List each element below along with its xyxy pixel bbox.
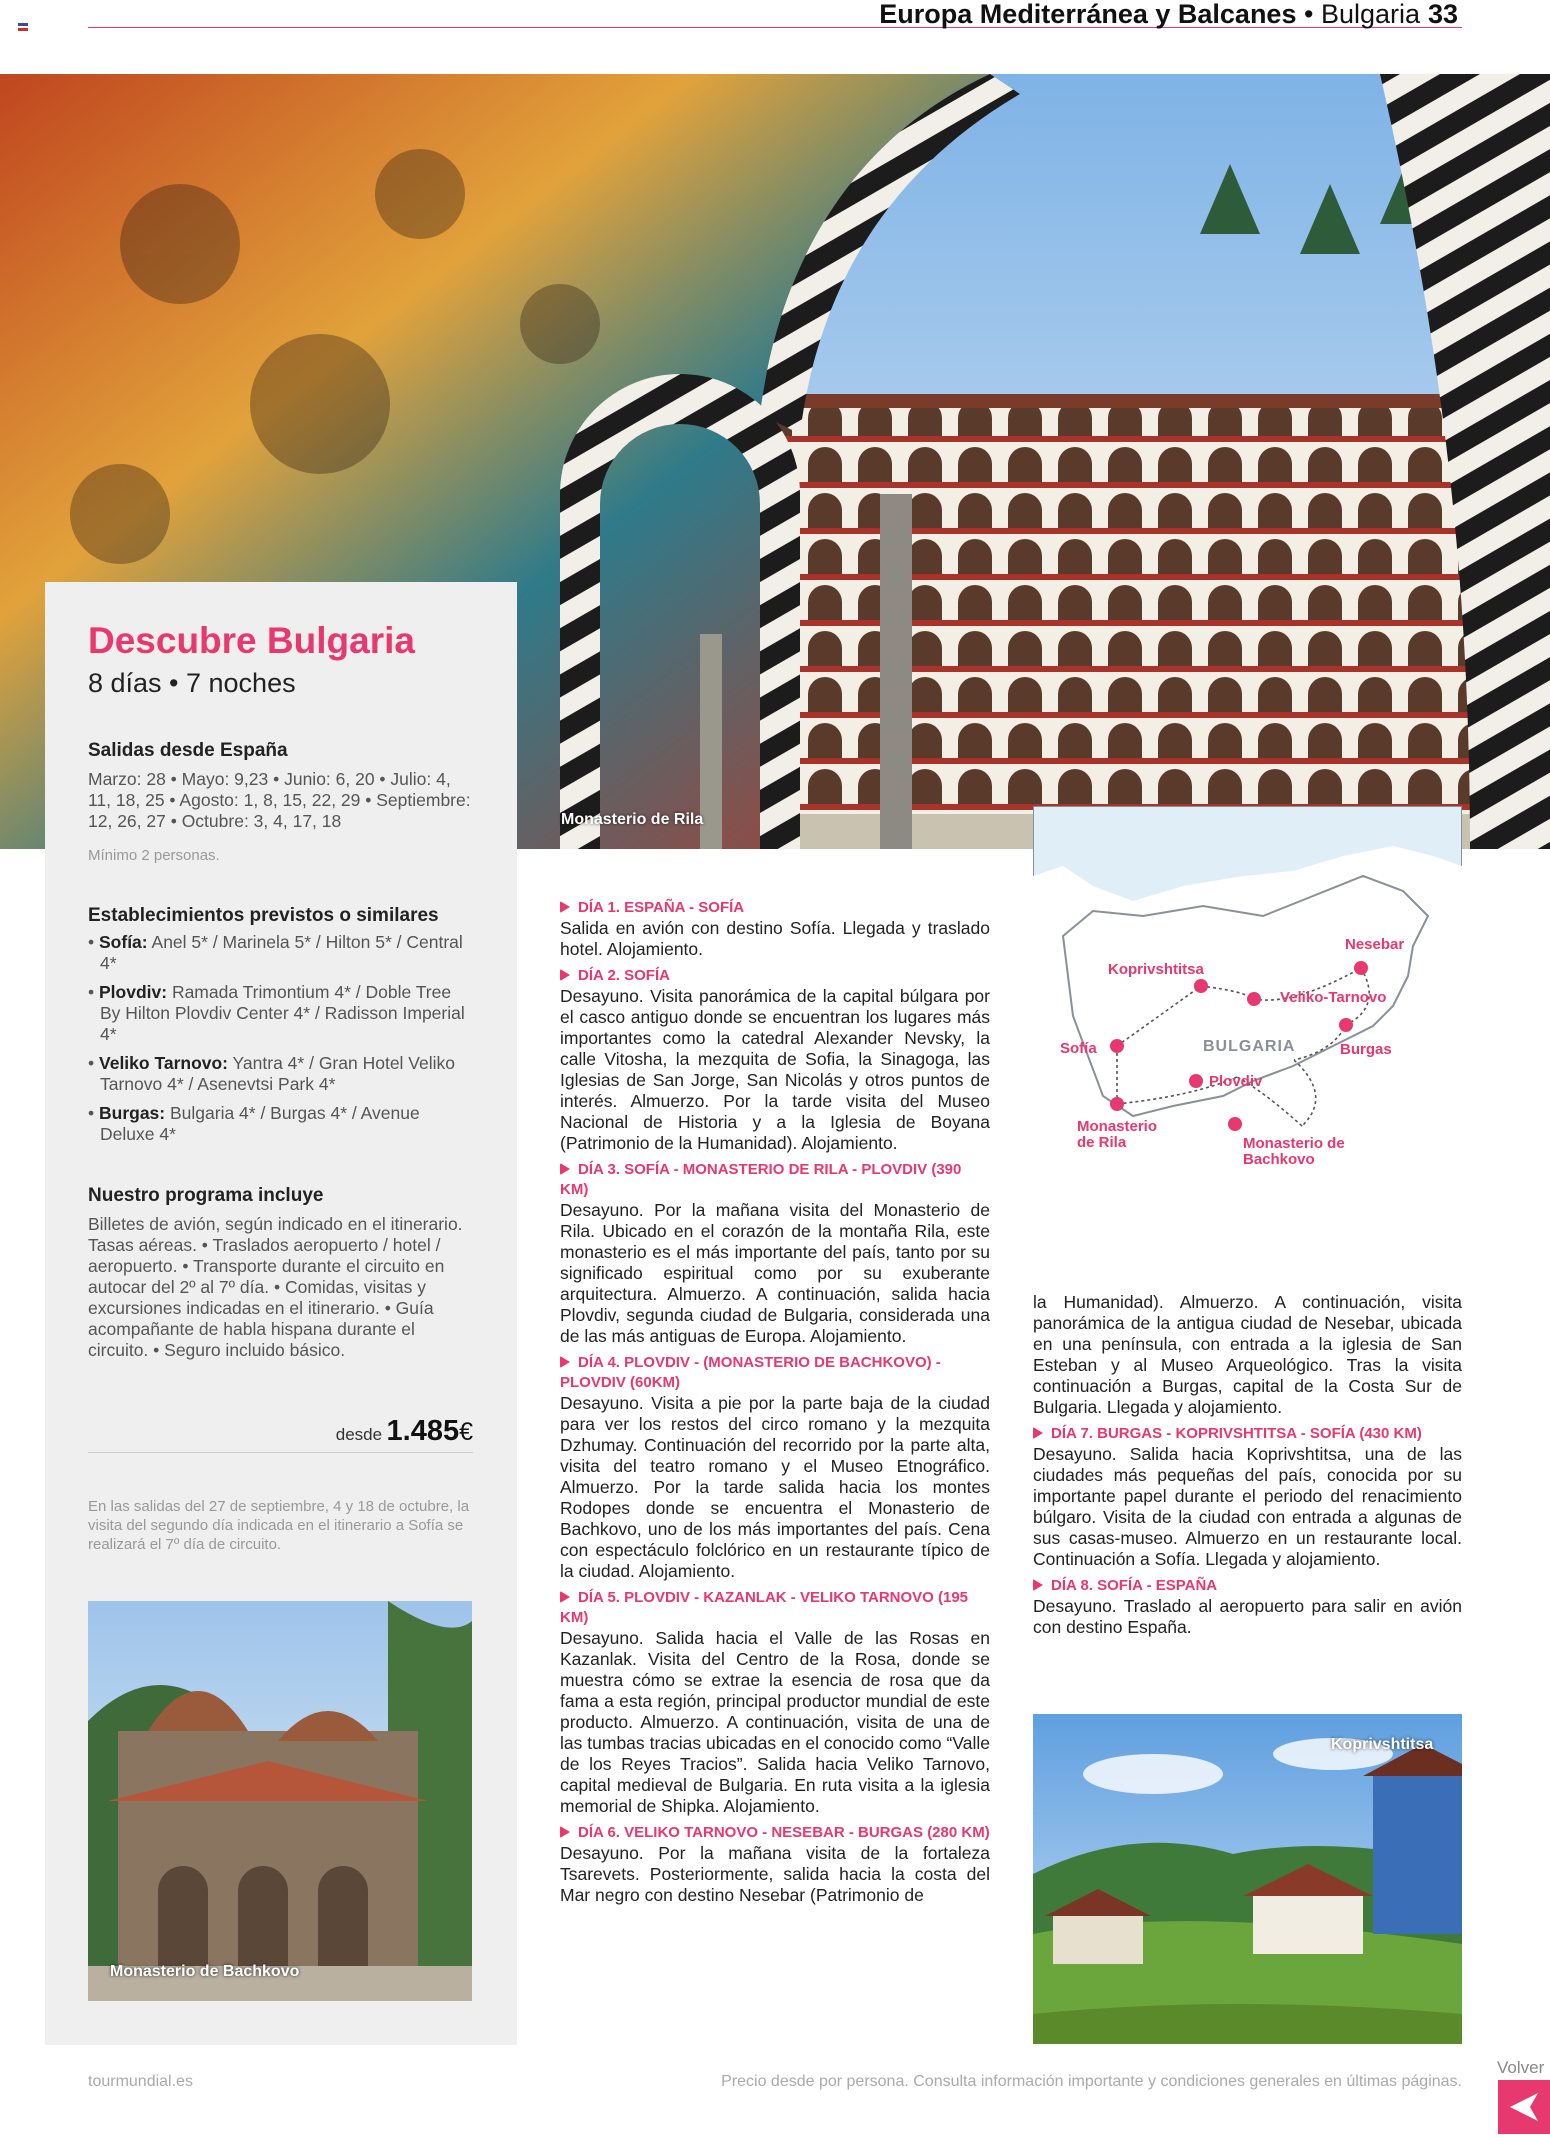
- day-title-text: DÍA 6. VELIKO TARNOVO - NESEBAR - BURGAS (280 KM): [578, 1824, 990, 1841]
- bachkovo-caption: Monasterio de Bachkovo: [110, 1963, 300, 1980]
- day-title-text: DÍA 1. ESPAÑA - SOFÍA: [578, 899, 745, 916]
- hotel-item: • Plovdiv: Ramada Trimontium 4* / Doble Tree By Hilton Plovdiv Center 4* / Radisson Imperial 4*: [88, 982, 465, 1044]
- back-arrow-icon: [1498, 2080, 1550, 2134]
- day-title: [1033, 1576, 1462, 1596]
- departures-text: Marzo: 28 • Mayo: 9,23 • Junio: 6, 20 • Julio: 4, 11, 18, 25 • Agosto: 1, 8, 15, 22, 29 • Septiembre: 12, 26, 27 • Octubre: 3, 4, 17, 18: [88, 769, 471, 831]
- map-country-label: BULGARIA: [1203, 1038, 1296, 1055]
- map-label-bachkovo-1: Monasterio de: [1243, 1135, 1345, 1152]
- itinerary-day: [560, 1160, 990, 1347]
- day-title-text: DÍA 4. PLOVDIV - (MONASTERIO DE BACHKOVO) - PLOVDIV (60KM): [560, 1354, 941, 1391]
- triangle-bullet-icon: [560, 901, 570, 913]
- hotel-names: Bulgaria 4* / Burgas 4* / Avenue Deluxe 4*: [100, 1103, 420, 1144]
- day-text: Desayuno. Por la mañana visita de la fortaleza Tsarevets. Posteriormente, salida hacia la costa del Mar negro con destino Nesebar (Patrimonio de: [560, 1843, 990, 1905]
- hotel-item: • Veliko Tarnovo: Yantra 4* / Gran Hotel Veliko Tarnovo 4* / Asenevtsi Park 4*: [88, 1053, 455, 1094]
- map-label-burgas: Burgas: [1340, 1041, 1392, 1058]
- header-title: [879, 0, 1420, 28]
- price-currency: €: [459, 1418, 473, 1446]
- day-title-text: DÍA 3. SOFÍA - MONASTERIO DE RILA - PLOVDIV (390 KM): [560, 1161, 962, 1198]
- trip-title: Descubre Bulgaria: [88, 620, 415, 661]
- hotel-city: Plovdiv:: [99, 982, 168, 1002]
- day-text: Salida en avión con destino Sofía. Llegada y traslado hotel. Alojamiento.: [560, 918, 990, 959]
- page-number: 33: [1428, 0, 1459, 29]
- day-title-text: DÍA 8. SOFÍA - ESPAÑA: [1051, 1577, 1218, 1594]
- departures-heading: Salidas desde España: [88, 740, 288, 761]
- hotel-city: Burgas:: [99, 1103, 166, 1123]
- price-amount: 1.485: [386, 1415, 460, 1447]
- day-6-continuation: la Humanidad). Almuerzo. A continuación, visita panorámica de la antigua ciudad de Nesebar, ubicada en una península, con entrada a la iglesia de San Esteban y al Museo Arqueológico. Tras la visita continuación a Burgas, capital de la Costa Sur de Bulgaria. Llegada y alojamiento.: [1033, 1292, 1462, 1417]
- itinerary-column-right: [1033, 1292, 1462, 1638]
- day-title: [560, 1160, 990, 1200]
- header-separator: •: [1296, 0, 1321, 29]
- triangle-bullet-icon: [560, 1826, 570, 1838]
- flag-icon: [18, 18, 28, 26]
- map-label-sofia: Sofía: [1060, 1040, 1097, 1057]
- itinerary-column: [560, 892, 990, 1906]
- hero-caption: Monasterio de Rila: [561, 811, 704, 828]
- map-label-koprivshtitsa: Koprivshtitsa: [1108, 961, 1204, 978]
- city-dot-veliko-tarnovo: [1247, 992, 1261, 1006]
- day-text: Desayuno. Visita panorámica de la capital búlgara por el casco antiguo donde se encuentran los lugares más importantes como la catedral Alexander Nevsky, la calle Vitosha, la mezquita de Sofia, la Sinagoga, las Iglesias de San Jorge, San Nicolás y otros puntos de interés. Almuerzo. Por la tarde visita del Museo Nacional de Historia y a la Iglesia de Boyana (Patrimonio de la Humanidad). Alojamiento.: [560, 986, 990, 1153]
- footer-site: tourmundial.es: [88, 2073, 193, 2090]
- price-divider: [88, 1452, 473, 1453]
- hotel-names: Anel 5* / Marinela 5* / Hilton 5* / Central 4*: [100, 932, 463, 973]
- triangle-bullet-icon: [560, 1591, 570, 1603]
- day-text: Desayuno. Traslado al aeropuerto para salir en avión con destino España.: [1033, 1596, 1462, 1637]
- hotel-names: Yantra 4* / Gran Hotel Veliko Tarnovo 4* / Asenevtsi Park 4*: [100, 1053, 455, 1094]
- back-button[interactable]: [1498, 2080, 1550, 2134]
- trip-duration: 8 días • 7 noches: [88, 668, 296, 698]
- day-title: [560, 1823, 990, 1843]
- day-title: [1033, 1424, 1462, 1444]
- city-dot-nesebar: [1354, 961, 1368, 975]
- route-map: [1033, 806, 1462, 1249]
- header-section: Europa Mediterránea y Balcanes: [879, 0, 1297, 29]
- triangle-bullet-icon: [560, 1356, 570, 1368]
- hotel-city: Veliko Tarnovo:: [99, 1053, 229, 1073]
- city-dot-rila: [1110, 1097, 1124, 1111]
- itinerary-day: [560, 1588, 990, 1817]
- triangle-bullet-icon: [1033, 1427, 1043, 1439]
- includes-heading: Nuestro programa incluye: [88, 1185, 324, 1206]
- hotel-city: Sofía:: [99, 932, 148, 952]
- city-dot-plovdiv: [1189, 1074, 1203, 1088]
- day-title-text: DÍA 5. PLOVDIV - KAZANLAK - VELIKO TARNOVO (195 KM): [560, 1589, 969, 1626]
- hotels-list: [88, 932, 473, 1153]
- itinerary-day: [560, 1353, 990, 1582]
- triangle-bullet-icon: [1033, 1579, 1043, 1591]
- back-label: Volver: [1497, 2058, 1545, 2077]
- day-title: [560, 1588, 990, 1628]
- itinerary-day: [560, 898, 990, 960]
- city-dot-bachkovo: [1228, 1117, 1242, 1131]
- triangle-bullet-icon: [560, 1163, 570, 1175]
- map-label-nesebar: Nesebar: [1345, 936, 1405, 953]
- map-label-rila-1: Monasterio: [1077, 1118, 1158, 1135]
- departure-note: En las salidas del 27 de septiembre, 4 y 18 de octubre, la visita del segundo día indicada en el itinerario a Sofía se realizará el 7º día de circuito.: [88, 1498, 470, 1553]
- hotel-item: • Burgas: Bulgaria 4* / Burgas 4* / Avenue Deluxe 4*: [88, 1103, 420, 1144]
- city-dot-burgas: [1339, 1018, 1353, 1032]
- price-block: [88, 1415, 473, 1448]
- minimum-note: Mínimo 2 personas.: [88, 847, 220, 864]
- triangle-bullet-icon: [560, 969, 570, 981]
- map-label-bachkovo-2: Bachkovo: [1243, 1151, 1315, 1168]
- itinerary-day: [1033, 1424, 1462, 1570]
- hotels-heading: Establecimientos previstos o similares: [88, 905, 439, 926]
- photo-bachkovo-monastery: [88, 1601, 472, 2001]
- footer-disclaimer: Precio desde por persona. Consulta información importante y condiciones generales en últimas páginas.: [721, 2073, 1462, 2090]
- day-title: [560, 898, 990, 918]
- city-dot-sofia: [1110, 1039, 1124, 1053]
- header-country: Bulgaria: [1320, 0, 1420, 29]
- price-prefix: desde: [335, 1425, 383, 1444]
- itinerary-day: [1033, 1576, 1462, 1638]
- day-title: [560, 966, 990, 986]
- photo-koprivshtitsa: [1033, 1714, 1462, 2044]
- day-text: Desayuno. Salida hacia Koprivshtitsa, una de las ciudades más pequeñas del país, conocida por su importante papel durante el periodo del renacimiento búlgaro. Visita de la ciudad con entrada a algunas de sus casas-museo. Almuerzo en un restaurante local. Continuación a Sofía. Llegada y alojamiento.: [1033, 1444, 1462, 1569]
- hotel-item: • Sofía: Anel 5* / Marinela 5* / Hilton 5* / Central 4*: [88, 932, 463, 973]
- city-dot-koprivshtitsa: [1194, 979, 1208, 993]
- map-label-plovdiv: Plovdiv: [1209, 1073, 1263, 1090]
- itinerary-day: [560, 1823, 990, 1906]
- includes-text: Billetes de avión, según indicado en el itinerario. Tasas aéreas. • Traslados aeropuerto / hotel / aeropuerto. • Transporte durante el circuito en autocar del 2º al 7º día. • Comidas, visitas y excursiones indicadas en el itinerario. • Guía acompañante de habla hispana durante el circuito. • Seguro incluido básico.: [88, 1214, 463, 1360]
- koprivshtitsa-caption: Koprivshtitsa: [1331, 1736, 1434, 1753]
- day-text: Desayuno. Salida hacia el Valle de las Rosas en Kazanlak. Visita del Centro de la Rosa, donde se muestra cómo se extrae la esencia de rosa que da fama a esta región, principal productor mundial de este producto. Almuerzo. A continuación, visita de una de las tumbas tracias ubicadas en el conocido como “Valle de los Reyes Tracios”. Salida hacia Veliko Tarnovo, capital medieval de Bulgaria. En ruta visita a la iglesia memorial de Shipka. Alojamiento.: [560, 1628, 990, 1816]
- map-label-rila-2: de Rila: [1077, 1134, 1127, 1151]
- day-text: Desayuno. Por la mañana visita del Monasterio de Rila. Ubicado en el corazón de la montaña Rila, este monasterio es el más importante del país, tanto por su significado espiritual como por su exuberante arquitectura. Almuerzo. A continuación, salida hacia Plovdiv, segunda ciudad de Bulgaria, considerada una de las más antiguas de Europa. Alojamiento.: [560, 1200, 990, 1346]
- day-text: Desayuno. Visita a pie por la parte baja de la ciudad para ver los restos del circo romano y la mezquita Dzhumay. Continuación del recorrido por la parte alta, visita del teatro romano y el Museo Etnográfico. Almuerzo. Por la tarde salida hacia los montes Rodopes donde se encuentra el Monasterio de Bachkovo, uno de los más importantes del país. Cena con espectáculo folclórico en un restaurante típico de la ciudad. Alojamiento.: [560, 1393, 990, 1581]
- hotel-names: Ramada Trimontium 4* / Doble Tree By Hilton Plovdiv Center 4* / Radisson Imperial 4*: [100, 982, 465, 1044]
- map-label-veliko: Veliko-Tarnovo: [1280, 989, 1387, 1006]
- day-title-text: DÍA 7. BURGAS - KOPRIVSHTITSA - SOFÍA (430 KM): [1051, 1425, 1422, 1442]
- day-title: [560, 1353, 990, 1393]
- day-title-text: DÍA 2. SOFÍA: [578, 967, 670, 984]
- itinerary-day: [560, 966, 990, 1154]
